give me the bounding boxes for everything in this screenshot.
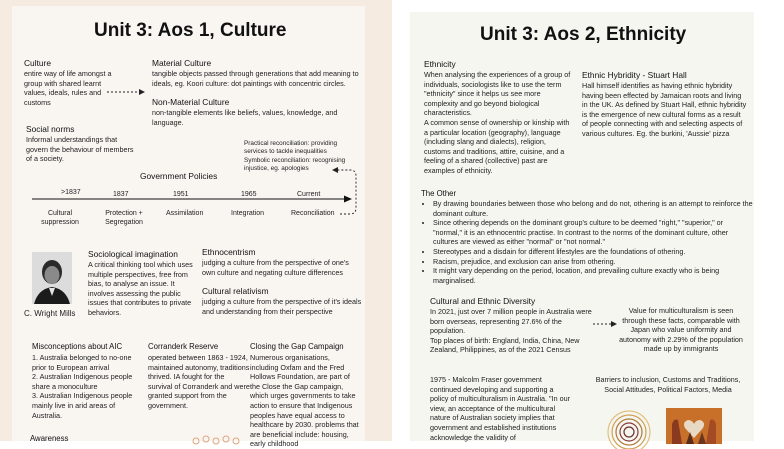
ethnicity-heading: Ethnicity <box>424 59 456 69</box>
ethnocentrism-heading: Ethnocentrism <box>202 247 256 257</box>
list-item: • Since othering depends on the dominant group's culture to be deemed "right," "superior," or "normal," it is an ethnocentric practise. In contrast to the norms of the dominant culture, other cultures are viewed as either "normal" or "not normal." <box>433 218 753 247</box>
material-culture-body: tangible objects passed through generations that add meaning to ideals, eg. Koori culture: dot paintings with concentric circles. <box>152 69 359 88</box>
culture-heading: Culture <box>24 58 51 68</box>
timeline-year: 1837 <box>113 191 129 198</box>
the-other-heading: The Other <box>421 189 457 198</box>
portrait-image <box>32 252 72 304</box>
diversity-heading: Cultural and Ethnic Diversity <box>430 296 536 306</box>
list-item: • By drawing boundaries between those who belong and do not, othering is an attempt to reinforce the dominant culture. <box>433 199 753 218</box>
government-policies-heading: Government Policies <box>140 171 218 181</box>
cultural-relativism-body: judging a culture from the perspective of it's ideals and understanding from their perspective <box>202 297 362 316</box>
corranderk-heading: Corranderk Reserve <box>148 342 219 351</box>
timeline-year: >1837 <box>61 189 81 196</box>
barriers-heading: Barriers to inclusion, Customs and Traditions, Social Attitudes, Political Factors, Media <box>595 375 741 394</box>
non-material-culture-body: non-tangible elements like beliefs, values, knowledge, and language. <box>152 108 338 127</box>
ethnicity-body: When analysing the experiences of a group of individuals, sociologists like to use the term "ethnicity" since it helps us see more complexity and go beyond biological characteristics. A common sense of ownership or kinship with a particular location (geography), language (including slang and dialects), religion, customs and traditions, attire, cuisine, and a feeling of a shared (collective) past are examples of ethnicity. <box>424 70 571 175</box>
non-material-culture-heading: Non-Material Culture <box>152 97 230 107</box>
page-title: Unit 3: Aos 1, Culture <box>94 20 287 41</box>
list-item: 1. Australia belonged to no-one prior to European arrival <box>32 353 132 372</box>
corranderk-body: operated between 1863 - 1924, maintained autonomy, traditions thrived. IA fought for the survival of Corranderk and were granted support from the government. <box>148 353 250 410</box>
timeline-policy-name: Assimilation <box>166 210 204 217</box>
fingerprint-icon <box>606 408 652 444</box>
list-item: • It might vary depending on the period, location, and prevailing culture exactly who is being marginalised. <box>433 266 753 285</box>
culture-sheet <box>12 6 365 449</box>
hands-heart-icon <box>666 408 722 444</box>
list-item: • Racism, prejudice, and exclusion can arise from othering. <box>433 257 753 267</box>
timeline-year: Current <box>297 191 321 198</box>
sociological-imagination-heading: Sociological imagination <box>88 249 178 259</box>
ethnic-hybridity-body: Hall himself identifies as having ethnic hybridity having been effected by Jamaican roots and living in the UK. As defined by Stuart Hall, ethnic hybridity is the emergence of new cultural forms as a result of people connecting with and selecting aspects of various cultures. Eg. the burkini, 'Aussie' pizza <box>582 81 747 138</box>
list-item: • Stereotypes and a disdain for different lifestyles are the foundations of othering. <box>433 247 753 257</box>
multiculturalism-value-body: Value for multiculturalism is seen through these facts, comparable with Japan who value uniformity and autonomy with 2.29% of the population made up by immigrants <box>619 306 743 354</box>
list-item: 2. Australian Indigenous people share a monoculture <box>32 372 133 391</box>
ethnicity-sheet <box>410 12 754 441</box>
ethnic-hybridity-heading: Ethnic Hybridity - Stuart Hall <box>582 70 687 80</box>
decorative-art-icon <box>188 432 244 444</box>
timeline-policy-name: Cultural suppression <box>41 210 79 226</box>
right-page <box>392 0 784 441</box>
arrow-right-icon <box>106 88 146 96</box>
timeline-policy-name: Reconciliation <box>291 210 335 217</box>
timeline-policy-name: Integration <box>231 210 265 217</box>
social-norms-heading: Social norms <box>26 124 75 134</box>
cultural-relativism-heading: Cultural relativism <box>202 286 269 296</box>
list-item: 3. Australian Indigenous people mainly live in arid areas of Australia. <box>32 391 133 420</box>
closing-the-gap-heading: Closing the Gap Campaign <box>250 342 344 351</box>
social-norms-body: Informal understandings that govern the behaviour of members of a society. <box>26 135 134 164</box>
misconceptions-heading: Misconceptions about AIC <box>32 342 123 351</box>
awareness-heading: Awareness <box>30 434 69 443</box>
misconceptions-list <box>32 353 140 420</box>
sociological-imagination-body: A critical thinking tool which uses multiple perspectives, free from bias, to analyse an issue. It involves assessing the public issues that contributes to private behaviors. <box>88 260 193 317</box>
timeline-year: 1951 <box>173 191 189 198</box>
diversity-body: In 2021, just over 7 million people in Australia were born overseas, representing 27.6% of the population. Top places of birth: England, India, China, New Zealand, Philippines, as of the 2021 Census <box>430 307 592 355</box>
timeline-policy-name: Protection + Segregation <box>105 210 143 226</box>
culture-body: entire way of life amongst a group with shared learnt values, ideals, rules and customs <box>24 69 112 107</box>
the-other-list <box>421 199 753 285</box>
page-title: Unit 3: Aos 2, Ethnicity <box>480 24 687 45</box>
material-culture-heading: Material Culture <box>152 58 212 68</box>
ethnocentrism-body: judging a culture from the perspective of one's own culture and negating culture differences <box>202 258 349 277</box>
timeline-year: 1965 <box>241 191 257 198</box>
closing-the-gap-body: Numerous organisations, including Oxfam and the Fred Hollows Foundation, are part of the Close the Gap campaign, which urges governments to take action to ensure that Indigenous peoples have equal access to healthcare by 2030. problems that are beneficial include: housing, early childhood <box>250 353 359 449</box>
fraser-policy-body: 1975 - Malcolm Fraser government continued developing and supporting a policy of multiculturalism in Australia. "In our view, an acceptance of the multicultural nature of Australian society implies that government and established institutions acknowledge the validity of <box>430 375 570 442</box>
portrait-caption: C. Wright Mills <box>24 309 76 318</box>
arrow-right-icon <box>592 320 618 328</box>
reconciliation-note: Practical reconciliation: providing services to tackle inequalities Symbolic reconciliation: recognising injustice, eg. apologies <box>244 140 346 173</box>
